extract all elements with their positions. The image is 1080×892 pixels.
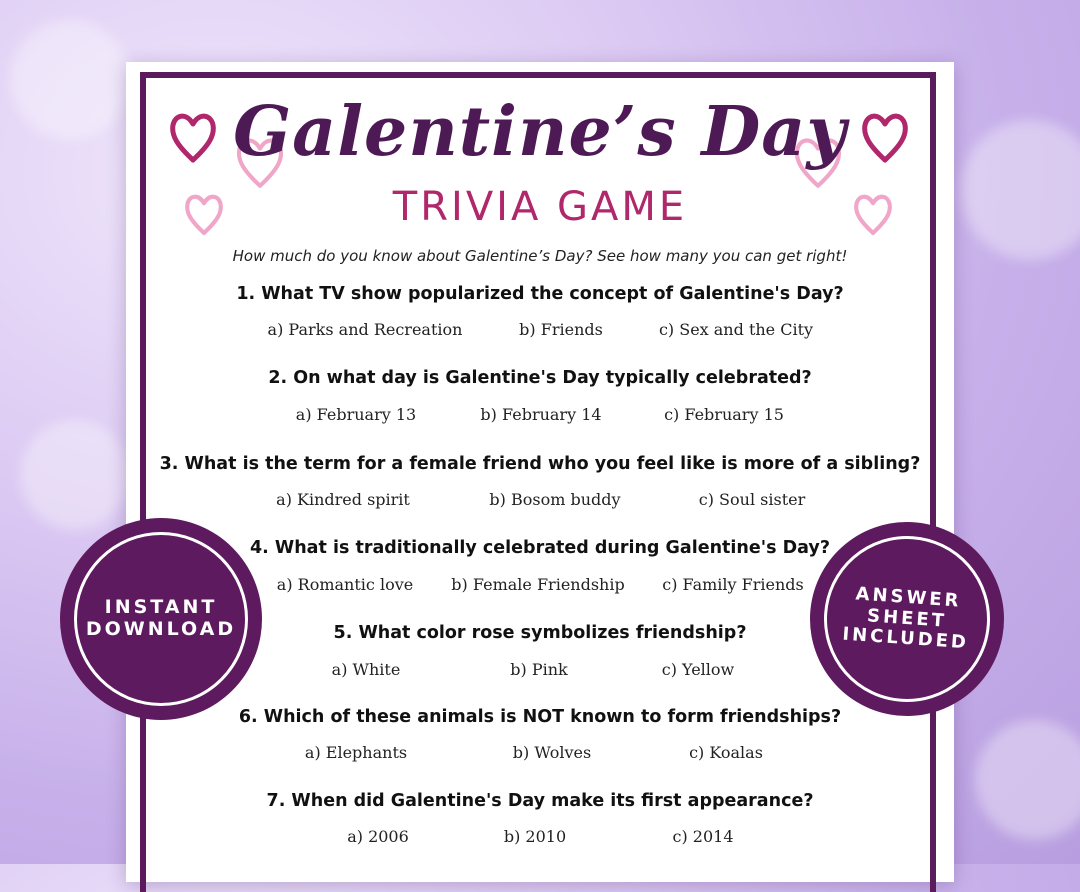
question-6-options bbox=[140, 743, 940, 765]
option-b: b) Pink bbox=[510, 660, 568, 679]
option-c: c) Koalas bbox=[689, 743, 763, 762]
page-title: Galentine’s Day bbox=[233, 92, 847, 172]
badge-line: INCLUDED bbox=[841, 623, 970, 654]
background-bokeh bbox=[960, 120, 1080, 260]
option-a: a) February 13 bbox=[295, 405, 417, 424]
option-b: b) Female Friendship bbox=[451, 575, 625, 594]
question-2: 2. On what day is Galentine's Day typically celebrated? bbox=[268, 368, 812, 388]
badge-line: INSTANT bbox=[104, 596, 218, 619]
option-b: b) Friends bbox=[519, 320, 603, 339]
instant-download-badge-ring bbox=[74, 532, 248, 706]
option-a: a) White bbox=[331, 660, 401, 679]
option-b: b) February 14 bbox=[480, 405, 602, 424]
question-4: 4. What is traditionally celebrated during Galentine's Day? bbox=[250, 538, 830, 558]
option-a: a) 2006 bbox=[347, 827, 409, 846]
option-c: c) Sex and the City bbox=[658, 320, 814, 339]
option-b: b) Bosom buddy bbox=[489, 490, 621, 509]
background-bokeh bbox=[975, 720, 1080, 840]
option-a: a) Parks and Recreation bbox=[267, 320, 463, 339]
page-subtitle: TRIVIA GAME bbox=[392, 184, 688, 230]
question-1-options bbox=[140, 320, 940, 342]
option-c: c) 2014 bbox=[672, 827, 734, 846]
question-7: 7. When did Galentine's Day make its first appearance? bbox=[266, 791, 814, 811]
answer-sheet-badge-ring bbox=[818, 530, 995, 707]
question-7-options bbox=[140, 827, 940, 849]
background-bokeh bbox=[10, 20, 130, 140]
answer-sheet-badge bbox=[810, 522, 1004, 716]
background-bokeh bbox=[20, 420, 130, 530]
question-6: 6. Which of these animals is NOT known to form friendships? bbox=[238, 707, 842, 727]
question-1: 1. What TV show popularized the concept of Galentine's Day? bbox=[236, 284, 844, 304]
question-2-options bbox=[140, 405, 940, 427]
badge-line: SHEET bbox=[866, 604, 948, 632]
question-3: 3. What is the term for a female friend who you feel like is more of a sibling? bbox=[159, 454, 921, 474]
badge-line: DOWNLOAD bbox=[85, 618, 237, 640]
question-5: 5. What color rose symbolizes friendship? bbox=[333, 623, 747, 643]
option-a: a) Elephants bbox=[304, 743, 408, 762]
option-c: c) Soul sister bbox=[698, 490, 806, 509]
option-c: c) Yellow bbox=[661, 660, 735, 679]
option-a: a) Kindred spirit bbox=[276, 490, 410, 509]
badge-line: ANSWER bbox=[854, 583, 963, 612]
question-3-options bbox=[140, 490, 940, 512]
option-a: a) Romantic love bbox=[276, 575, 414, 594]
option-b: b) 2010 bbox=[503, 827, 567, 846]
option-b: b) Wolves bbox=[512, 743, 592, 762]
option-c: c) Family Friends bbox=[662, 575, 804, 594]
intro-text: How much do you know about Galentine’s Day? See how many you can get right! bbox=[232, 247, 848, 265]
option-c: c) February 15 bbox=[664, 405, 784, 424]
instant-download-badge bbox=[60, 518, 262, 720]
